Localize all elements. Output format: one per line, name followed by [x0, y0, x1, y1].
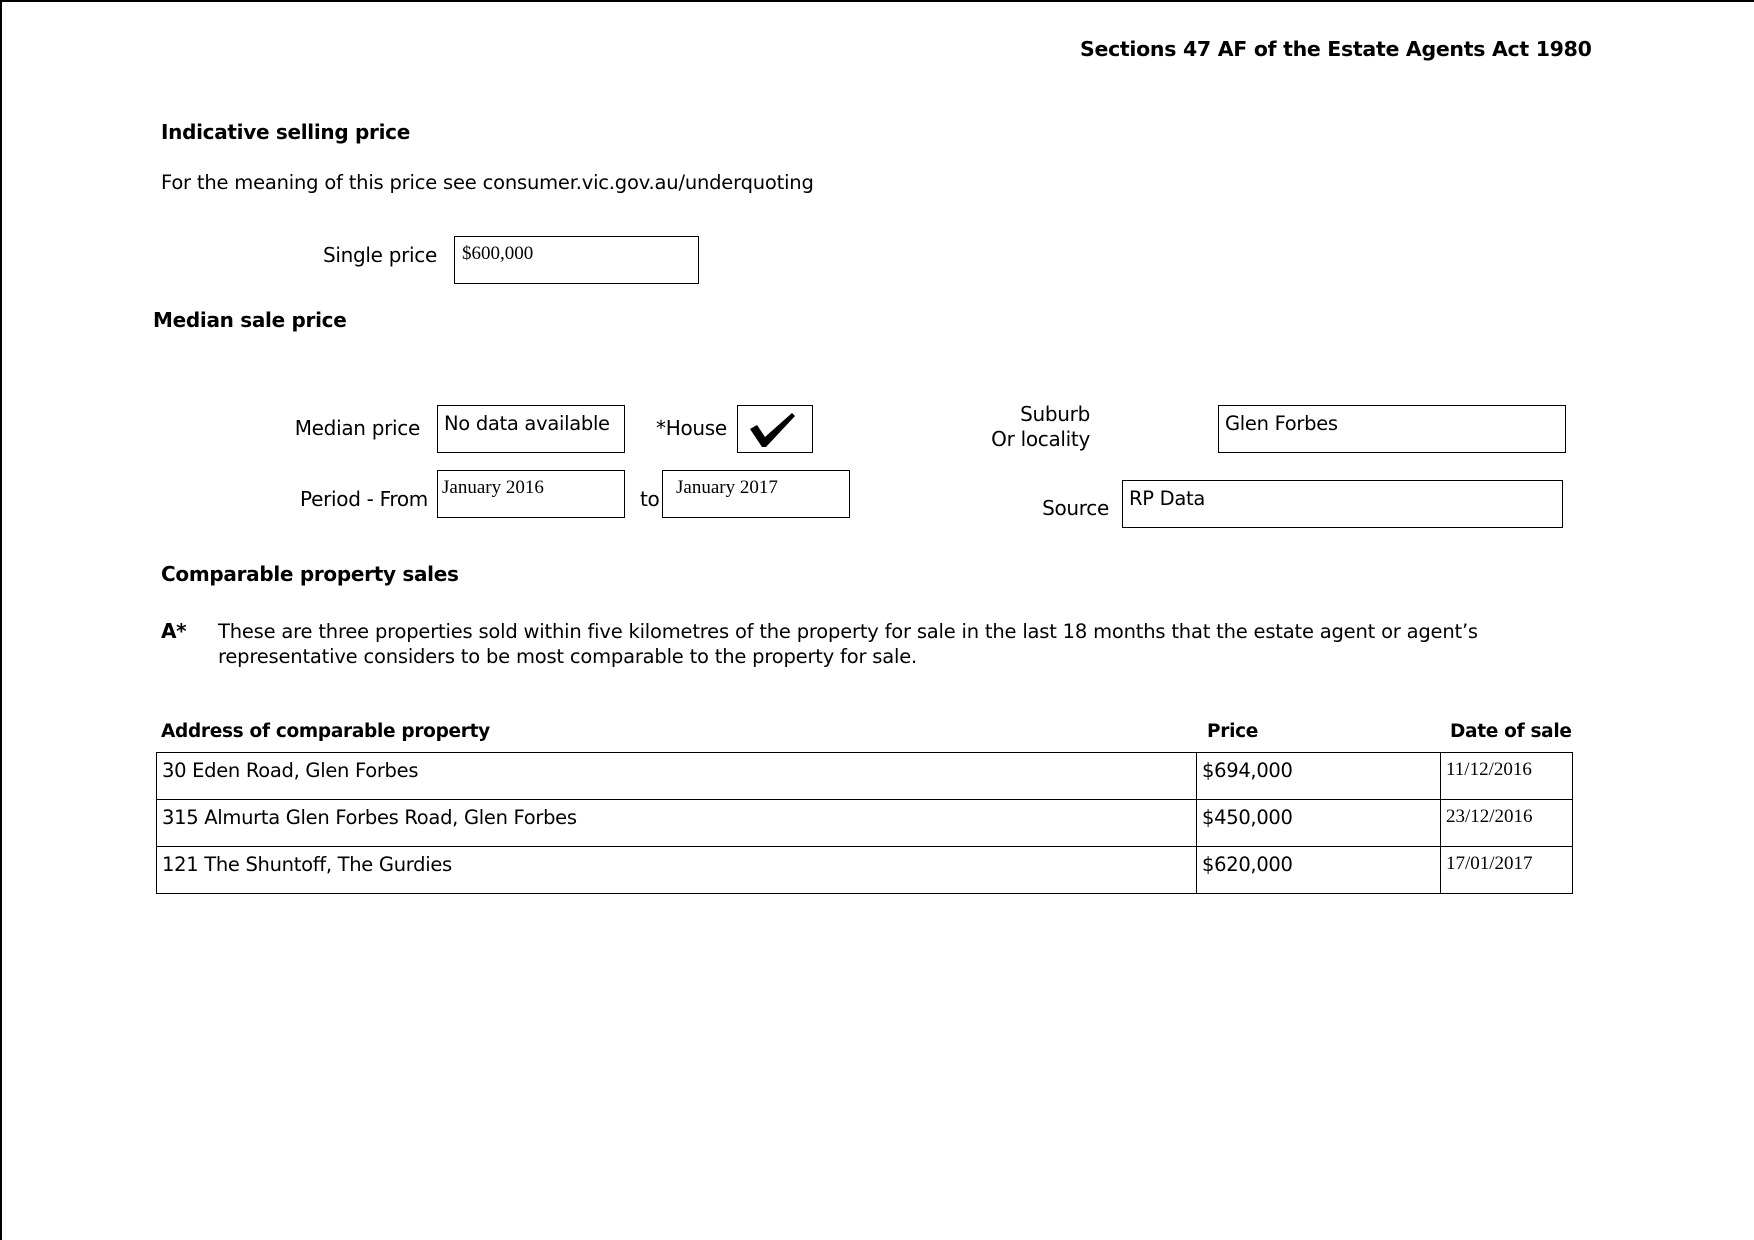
comparable-sales-heading: Comparable property sales: [161, 562, 459, 586]
period-from-field[interactable]: [437, 470, 625, 518]
house-label: *House: [656, 416, 727, 440]
price-cell: $450,000: [1197, 800, 1441, 847]
period-from-value: January 2016: [442, 477, 544, 498]
indicative-selling-price-heading: Indicative selling price: [161, 120, 410, 144]
date-cell: 23/12/2016: [1441, 800, 1573, 847]
date-cell: 17/01/2017: [1441, 847, 1573, 894]
median-price-field[interactable]: [437, 405, 625, 453]
single-price-field[interactable]: [454, 236, 699, 284]
period-to-value: January 2017: [676, 477, 778, 498]
column-header-date: Date of sale: [1450, 721, 1572, 742]
description-line-1: These are three properties sold within five kilometres of the property for sale in the last 18 months that the estate agent or agent’s: [218, 620, 1478, 643]
table-row: [157, 753, 1573, 800]
single-price-value: $600,000: [462, 243, 534, 264]
period-from-label: Period - From: [300, 487, 428, 511]
address-cell: 121 The Shuntoff, The Gurdies: [157, 847, 1197, 894]
date-cell: 11/12/2016: [1441, 753, 1573, 800]
source-label: Source: [1042, 496, 1109, 520]
median-sale-price-heading: Median sale price: [153, 308, 347, 332]
suburb-label-line2: Or locality: [991, 427, 1090, 451]
period-to-field[interactable]: [662, 470, 850, 518]
description-line-2: representative considers to be most comparable to the property for sale.: [218, 645, 917, 668]
underquoting-info-text: For the meaning of this price see consumer.vic.gov.au/underquoting: [161, 171, 814, 194]
suburb-label: [991, 402, 1090, 452]
suburb-field[interactable]: [1218, 405, 1566, 453]
suburb-label-line1: Suburb: [1020, 402, 1090, 426]
price-cell: $620,000: [1197, 847, 1441, 894]
page-border-left: [0, 0, 2, 1240]
page-border-top: [0, 0, 1754, 2]
suburb-value: Glen Forbes: [1225, 412, 1338, 435]
table-row: [157, 847, 1573, 894]
house-checkbox[interactable]: [737, 405, 813, 453]
act-title: Sections 47 AF of the Estate Agents Act 1980: [1080, 37, 1592, 61]
table-row: [157, 800, 1573, 847]
address-cell: 30 Eden Road, Glen Forbes: [157, 753, 1197, 800]
comparable-sales-table: [156, 752, 1573, 894]
median-price-label: Median price: [294, 416, 420, 440]
address-cell: 315 Almurta Glen Forbes Road, Glen Forbes: [157, 800, 1197, 847]
checkmark-icon: [737, 405, 813, 453]
comparable-sales-description: [218, 619, 1478, 669]
column-header-address: Address of comparable property: [161, 721, 490, 742]
source-field[interactable]: [1122, 480, 1563, 528]
price-cell: $694,000: [1197, 753, 1441, 800]
source-value: RP Data: [1129, 487, 1205, 510]
median-price-value: No data available: [444, 412, 610, 435]
period-to-label: to: [640, 487, 660, 511]
comparable-sales-marker: A*: [161, 619, 187, 643]
single-price-label: Single price: [322, 243, 437, 267]
column-header-price: Price: [1207, 721, 1259, 742]
